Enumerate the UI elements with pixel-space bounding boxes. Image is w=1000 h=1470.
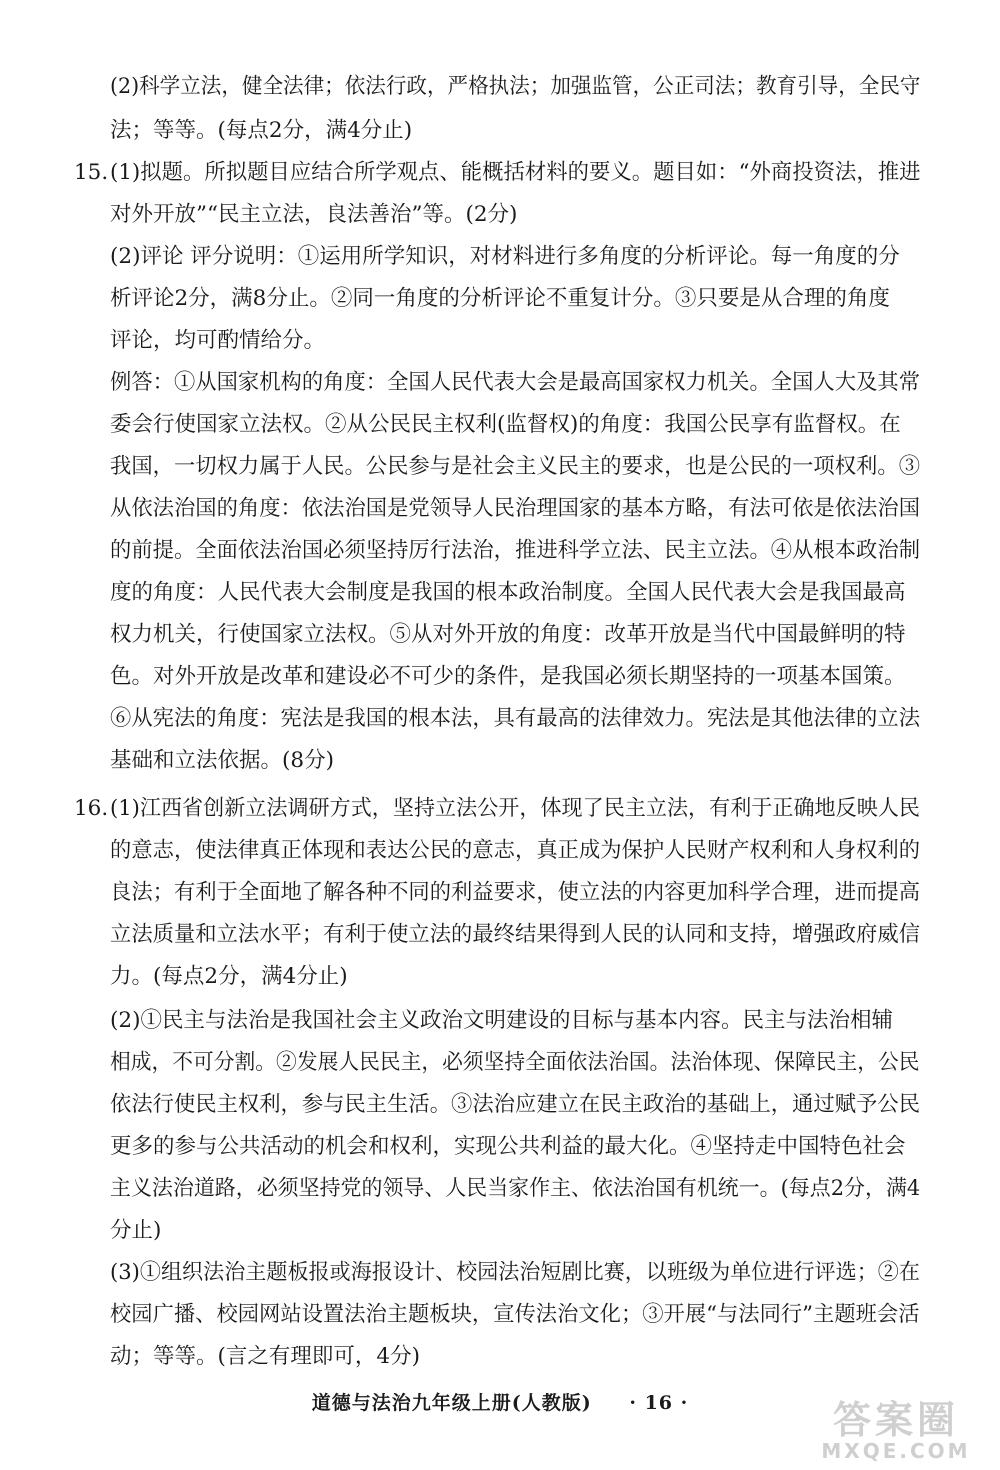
text-line: 委会行使国家立法权。②从公民民主权利(监督权)的角度：我国公民享有监督权。在 [110,412,901,437]
text-line: 的意志，使法律真正体现和表达公民的意志，真正成为保护人民财产权利和人身权利的 [110,838,921,863]
text-line: (2)科学立法，健全法律；依法行政，严格执法；加强监管，公正司法；教育引导，全民守 [110,74,921,99]
text-line: (1)拟题。所拟题目应结合所学观点、能概括材料的要义。题目如：“外商投资法，推进 [110,160,921,185]
text-line: 校园广播、校园网站设置法治主题板块，宣传法治文化；③开展“与法同行”主题班会活 [110,1302,920,1327]
text-line: 相成，不可分割。②发展人民民主，必须坚持全面依法治国。法治体现、保障民主，公民 [110,1050,920,1075]
watermark-text: 答案圈 [832,1398,959,1442]
text-line: 度的角度：人民代表大会制度是我国的根本政治制度。全国人民代表大会是我国最高 [110,580,906,605]
text-line: (3)①组织法治主题板报或海报设计、校园法治短剧比赛，以班级为单位进行评选；②在 [110,1260,920,1285]
text-line: 立法质量和立法水平；有利于使立法的最终结果得到人民的认同和支持，增强政府威信 [110,922,921,947]
text-line: 评论，均可酌情给分。 [110,328,326,353]
question-number: 15. [74,160,109,185]
text-line: 色。对外开放是改革和建设必不可少的条件，是我国必须长期坚持的一项基本国策。 [110,664,906,689]
text-line: 更多的参与公共活动的机会和权利，实现公共利益的最大化。④坚持走中国特色社会 [110,1134,906,1159]
text-line: 权力机关，行使国家立法权。⑤从对外开放的角度：改革开放是当代中国最鲜明的特 [110,622,906,647]
watermark-logo [806,1400,986,1464]
text-line: 主义法治道路，必须坚持党的领导、人民当家作主、依法治国有机统一。(每点2分，满4 [110,1176,921,1201]
text-line: (2)①民主与法治是我国社会主义政治文明建设的目标与基本内容。民主与法治相辅 [110,1008,893,1033]
text-line: 对外开放”“民主立法，良法善治”等。(2分) [110,202,518,227]
text-line: (2)评论 评分说明：①运用所学知识，对材料进行多角度的分析评论。每一角度的分 [110,244,900,269]
text-line: 良法；有利于全面地了解各种不同的利益要求，使立法的内容更加科学合理，进而提高 [110,880,921,905]
text-line: (1)江西省创新立法调研方式，坚持立法公开，体现了民主立法，有利于正确地反映人民 [110,796,920,821]
text-line: 依法行使民主权利，参与民主生活。③法治应建立在民主政治的基础上，通过赋予公民 [110,1092,921,1117]
footer-book-title: 道德与法治九年级上册(人教版) [311,1392,592,1414]
text-line: 法；等等。(每点2分，满4分止) [110,118,413,143]
text-line: 力。(每点2分，满4分止) [110,964,348,989]
text-line: 分止) [110,1218,162,1243]
text-line: 基础和立法依据。(8分) [110,748,334,773]
watermark-url: MXQE.COM [821,1439,971,1463]
question-number: 16. [74,796,109,821]
text-line: 从依法治国的角度：依法治国是党领导人民治理国家的基本方略，有法可依是依法治国 [110,496,921,521]
text-line: ⑥从宪法的角度：宪法是我国的根本法，具有最高的法律效力。宪法是其他法律的立法 [110,706,921,731]
page-number: · 16 · [629,1392,689,1414]
text-line: 我国，一切权力属于人民。公民参与是社会主义民主的要求，也是公民的一项权利。③ [110,454,921,479]
text-line: 动；等等。(言之有理即可，4分) [110,1344,420,1369]
text-line: 析评论2分，满8分止。②同一角度的分析评论不重复计分。③只要是从合理的角度 [110,286,890,311]
text-line: 例答：①从国家机构的角度：全国人民代表大会是最高国家权力机关。全国人大及其常 [110,370,921,395]
text-line: 的前提。全面依法治国必须坚持厉行法治，推进科学立法、民主立法。④从根本政治制 [110,538,921,563]
